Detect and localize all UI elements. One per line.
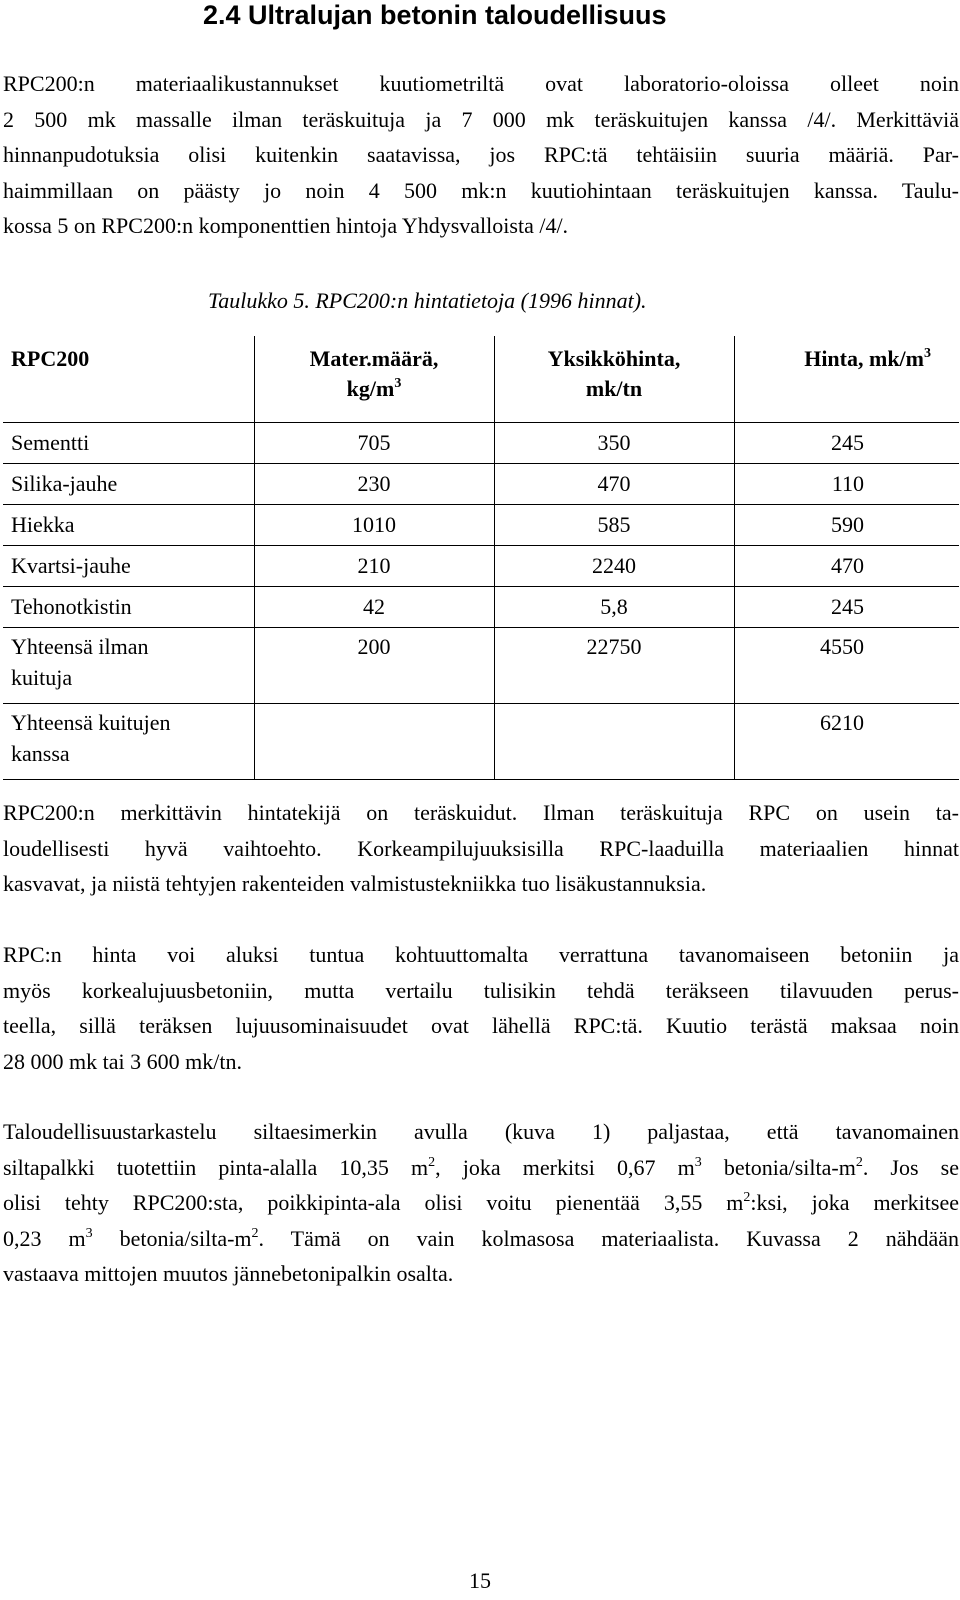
text-line: haimmillaan on päästy jo noin 4 500 mk:n kuutiohintaan teräskuitujen kanssa. Taulu- bbox=[3, 177, 959, 203]
cell-name: Silika-jauhe bbox=[3, 464, 254, 505]
text-line: myös korkealujuusbetoniin, mutta vertailu tulisikin tehdä teräkseen tilavuuden perus- bbox=[3, 977, 959, 1003]
page-number: 15 bbox=[469, 1568, 491, 1593]
cell-amount: 210 bbox=[254, 546, 494, 587]
section-heading: 2.4 Ultralujan betonin taloudellisuus bbox=[203, 0, 667, 30]
cell-unit-price: 350 bbox=[494, 423, 734, 464]
price-table bbox=[3, 336, 959, 780]
table-caption: Taulukko 5. RPC200:n hintatietoja (1996 hinnat). bbox=[208, 288, 647, 313]
table-row bbox=[3, 704, 959, 780]
table-row bbox=[3, 423, 959, 464]
paragraph-bridge-example bbox=[3, 1114, 959, 1292]
cell-name: Kvartsi-jauhe bbox=[3, 546, 254, 587]
cell-price: 590 bbox=[734, 505, 959, 546]
table-header-row bbox=[3, 336, 959, 423]
cell-amount: 200 bbox=[254, 628, 494, 704]
header-component: RPC200 bbox=[11, 346, 90, 371]
text-line: kossa 5 on RPC200:n komponenttien hintoja Yhdysvalloista /4/. bbox=[3, 213, 569, 238]
text-line: teella, sillä teräksen lujuusominaisuudet ovat lähellä RPC:tä. Kuutio terästä maksaa noin bbox=[3, 1013, 959, 1038]
cell-unit-price: 2240 bbox=[494, 546, 734, 587]
cell-unit-price: 585 bbox=[494, 505, 734, 546]
cell-amount: 1010 bbox=[254, 505, 494, 546]
text-line: RPC200:n merkittävin hintatekijä on teräskuidut. Ilman teräskuituja RPC on usein ta- bbox=[3, 800, 959, 825]
header-unit-price: Yksikköhinta, mk/tn bbox=[494, 336, 734, 423]
paragraph-intro bbox=[3, 66, 959, 244]
paragraph-steel-fibres bbox=[3, 795, 959, 902]
cell-unit-price: 470 bbox=[494, 464, 734, 505]
text-line: 2 500 mk massalle ilman teräskuituja ja 7 000 mk teräskuitujen kanssa /4/. Merkittäviä bbox=[3, 106, 959, 132]
cell-price: 245 bbox=[734, 423, 959, 464]
cell-amount: 705 bbox=[254, 423, 494, 464]
cell-unit-price: 22750 bbox=[494, 628, 734, 704]
cell-price: 110 bbox=[734, 464, 959, 505]
header-price: Hinta, $mk/m^3$ bbox=[734, 336, 959, 423]
text-line: 0,23 $m^3$ betonia/$silta-m^2$. Tämä on vain kolmasosa materiaalista. Kuvassa 2 nähdään bbox=[3, 1225, 960, 1251]
cell-price: 470 bbox=[734, 546, 959, 587]
text-line: vastaava mittojen muutos jännebetonipalkin osalta. bbox=[3, 1261, 454, 1286]
table-row bbox=[3, 628, 959, 704]
text-line: loudellisesti hyvä vaihtoehto. Korkeampilujuuksisilla RPC-laaduilla materiaalien hinnat bbox=[3, 835, 959, 861]
table-row bbox=[3, 505, 959, 546]
paragraph-price-comparison bbox=[3, 937, 959, 1079]
cell-amount: 42 bbox=[254, 587, 494, 628]
text-line: 28 000 mk tai 3 600 mk/tn. bbox=[3, 1048, 242, 1074]
text-line: kasvavat, ja niistä tehtyjen rakenteiden valmistustekniikka tuo lisäkustannuksia. bbox=[3, 871, 707, 896]
cell-amount bbox=[254, 704, 494, 780]
cell-price: 4550 bbox=[734, 628, 959, 704]
header-amount: Mater.määrä, $kg/m^3$ bbox=[254, 336, 494, 423]
cell-price: 6210 bbox=[734, 704, 959, 780]
cell-name: Yhteensä kuitujen kanssa bbox=[3, 704, 254, 780]
cell-unit-price: 5,8 bbox=[494, 587, 734, 628]
table-row bbox=[3, 546, 959, 587]
text-line: hinnanpudotuksia olisi kuitenkin saatavissa, jos RPC:tä tehtäisiin suuria määriä. Par- bbox=[3, 142, 959, 167]
cell-name: Hiekka bbox=[3, 505, 254, 546]
text-line: olisi tehty RPC200:sta, poikkipinta-ala olisi voitu pienentää 3,55 $m^2:ksi$, joka merkitsee bbox=[3, 1190, 959, 1215]
cell-unit-price bbox=[494, 704, 734, 780]
text-line: RPC200:n materiaalikustannukset kuutiometriltä ovat laboratorio-oloissa olleet noin bbox=[3, 71, 959, 96]
cell-name: Sementti bbox=[3, 423, 254, 464]
cell-name: Yhteensä ilman kuituja bbox=[3, 628, 254, 704]
text-line: siltapalkki tuotettiin pinta-alalla 10,35 $m^2$, joka merkitsi 0,67 $m^3$ betonia/$silta-m^2$. Jos se bbox=[3, 1154, 960, 1180]
text-line: Taloudellisuustarkastelu siltaesimerkin avulla (kuva 1) paljastaa, että tavanomainen bbox=[3, 1119, 959, 1144]
cell-name: Tehonotkistin bbox=[3, 587, 254, 628]
table-row bbox=[3, 464, 959, 505]
table-row bbox=[3, 587, 959, 628]
cell-price: 245 bbox=[734, 587, 959, 628]
cell-amount: 230 bbox=[254, 464, 494, 505]
text-line: RPC:n hinta voi aluksi tuntua kohtuuttomalta verrattuna tavanomaiseen betoniin ja bbox=[3, 942, 959, 967]
